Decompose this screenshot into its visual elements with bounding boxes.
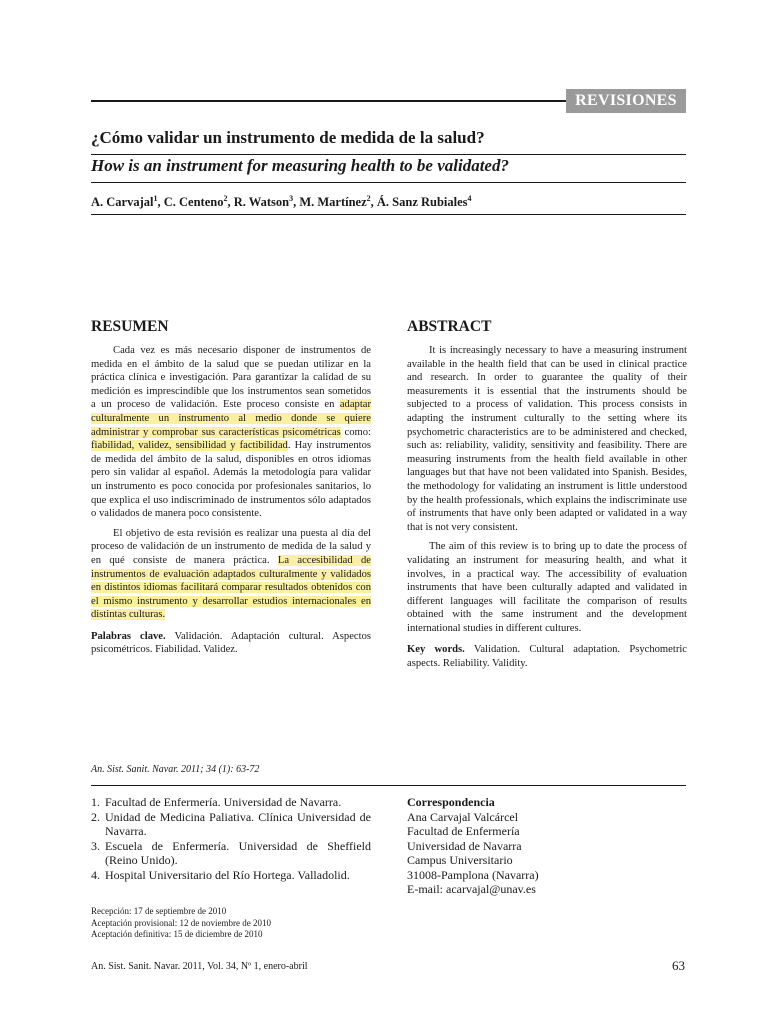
date-line: Aceptación provisional: 12 de noviembre de 2010 xyxy=(91,917,271,928)
date-line: Aceptación definitiva: 15 de diciembre de 2010 xyxy=(91,929,263,939)
text-segment: Cada vez es más necesario disponer de instrumentos de medida en el ámbito de la salud que se puedan utilizar en la práctica clínica e investigación. Para garantizar la calidad de su medición es imprescindible que los instrumentos sean sometidos a un proceso de validación. Este proceso consiste en xyxy=(91,345,371,411)
correspondence-heading: Correspondencia xyxy=(407,795,495,809)
correspondence-line: Universidad de Navarra xyxy=(407,838,522,853)
resumen-heading: RESUMEN xyxy=(91,318,169,335)
resumen-paragraph-1 xyxy=(91,344,371,521)
affiliation-text: Facultad de Enfermería. Universidad de Navarra. xyxy=(105,795,342,809)
keywords-label: Key words. xyxy=(407,644,465,656)
citation-rule xyxy=(91,785,686,786)
correspondence-line: Ana Carvajal Valcárcel xyxy=(407,809,519,824)
abstract-paragraph-1: It is increasingly necessary to have a measuring instrument available in the health field that can be used in clinical practice and research. In order to guarantee the quality of their measurements it is essential that the instruments should be subjected to a process of validation. This process consists in adapting the instrument culturally to the setting where its psychometric characteristics are to be administered and checked, such as: reliability, validity, sensitivity and feasibility. There are measuring instruments from the health field available in other languages but that have not been validated into Spanish. Besides, the methodology for validating an instrument is little understood by the health professionals, which explains the indiscriminate use of instruments that have only been adapted or validated in a way that is not very consistent. xyxy=(407,345,687,533)
author-affiliation-mark: 3 xyxy=(289,194,294,203)
abstract-body xyxy=(407,344,687,671)
affiliation-item xyxy=(91,868,371,883)
correspondence xyxy=(407,795,539,897)
affiliation-number: 1. xyxy=(91,795,100,809)
date-line: Recepción: 17 de septiembre de 2010 xyxy=(91,906,227,916)
keywords-label: Palabras clave. xyxy=(91,630,166,642)
affiliation-item xyxy=(91,839,371,868)
abstract-keywords xyxy=(407,643,687,670)
section-label: REVISIONES xyxy=(566,89,686,113)
author-affiliation-mark: 2 xyxy=(366,194,371,203)
correspondence-line: Campus Universitario xyxy=(407,853,513,867)
dates xyxy=(91,906,271,941)
keywords-text: Validación. Adaptación cultural. Aspectos psicométricos. Fiabilidad. Validez. xyxy=(91,630,371,656)
header-rule xyxy=(91,100,566,102)
affiliation-number: 2. xyxy=(91,809,100,824)
text-segment: . Hay instrumentos de medida del ámbito de la salud, disponibles en otros idiomas pero sin validar al español. Además la metodología para validar un instrumento es poco conocida por profesionales sanitarios, lo que explica el uso indiscriminado de instrumentos sólo adaptados o validados de manera poco consistente. xyxy=(91,440,371,520)
author-affiliation-mark: 4 xyxy=(467,194,472,203)
resumen-paragraph-2 xyxy=(91,527,371,622)
highlighted-text: fiabilidad, validez, sensibilidad y factibilidad xyxy=(91,440,288,452)
affiliation-number: 3. xyxy=(91,838,100,853)
abstract-paragraph-2: The aim of this review is to bring up to date the process of validating an instrument for measuring health, and what it involves, in a practical way. The accessibility of evaluation instruments that have been culturally adapted and validated in different languages will facilitate the comparison of results obtained with the same instrument and the development international studies in different cultures. xyxy=(407,541,687,634)
affiliation-item xyxy=(91,810,371,839)
correspondence-line: Facultad de Enfermería xyxy=(407,824,520,838)
author-name: R. Watson xyxy=(233,195,290,210)
title-rule xyxy=(91,154,686,155)
citation: An. Sist. Sanit. Navar. 2011; 34 (1): 63-72 xyxy=(91,764,260,775)
correspondence-line: 31008-Pamplona (Navarra) xyxy=(407,867,539,882)
affiliation-item xyxy=(91,795,371,810)
correspondence-line: E-mail: acarvajal@unav.es xyxy=(407,882,536,896)
resumen-body xyxy=(91,344,371,657)
page-number: 63 xyxy=(672,958,685,973)
title-english: How is an instrument for measuring health to be validated? xyxy=(91,156,509,175)
author-affiliation-mark: 2 xyxy=(223,194,228,203)
affiliation-text: Escuela de Enfermería. Universidad de Sheffield (Reino Unido). xyxy=(105,838,371,867)
affiliations xyxy=(91,795,371,882)
author-name: A. Carvajal xyxy=(91,195,154,210)
author-affiliation-mark: 1 xyxy=(153,194,158,203)
title-spanish: ¿Cómo validar un instrumento de medida de la salud? xyxy=(91,128,485,147)
author-name: C. Centeno xyxy=(163,195,224,210)
affiliation-number: 4. xyxy=(91,867,100,882)
author-name: Á. Sanz Rubiales xyxy=(376,195,468,210)
authors: A. Carvajal$^1$, C. Centeno$^2$, R. Watson$^3$, M. Martínez$^2$, Á. Sanz Rubiales$^4$ xyxy=(91,194,472,210)
text-segment: El objetivo de esta revisión es realizar una puesta al día del proceso de validación de un instrumento de medida de la salud y en qué consiste de manera práctica. xyxy=(91,527,371,566)
abstract-heading: ABSTRACT xyxy=(407,318,492,335)
highlighted-text: La accesibilidad de instrumentos de evaluación adaptados culturalmente y validados en distintos idiomas facilitará comparar resultados obtenidos con el mismo instrumento y desarrollar estudios internacionales en distintas culturas. xyxy=(91,554,372,621)
keywords-text: Validation. Cultural adaptation. Psychometric aspects. Reliability. Validity. xyxy=(407,644,687,670)
authors-rule xyxy=(91,214,686,215)
highlighted-text: adaptar culturalmente un instrumento al medio donde se quiere administrar y comprobar sus características psicométricas xyxy=(91,399,371,438)
resumen-keywords xyxy=(91,630,371,657)
affiliation-text: Hospital Universitario del Río Hortega. Valladolid. xyxy=(105,867,350,882)
title-rule-2 xyxy=(91,182,686,183)
author-name: M. Martínez xyxy=(299,195,367,210)
affiliation-text: Unidad de Medicina Paliativa. Clínica Universidad de Navarra. xyxy=(105,809,371,838)
footer-journal: An. Sist. Sanit. Navar. 2011, Vol. 34, Nº 1, enero-abril xyxy=(91,961,308,972)
text-segment: como: xyxy=(340,426,371,438)
